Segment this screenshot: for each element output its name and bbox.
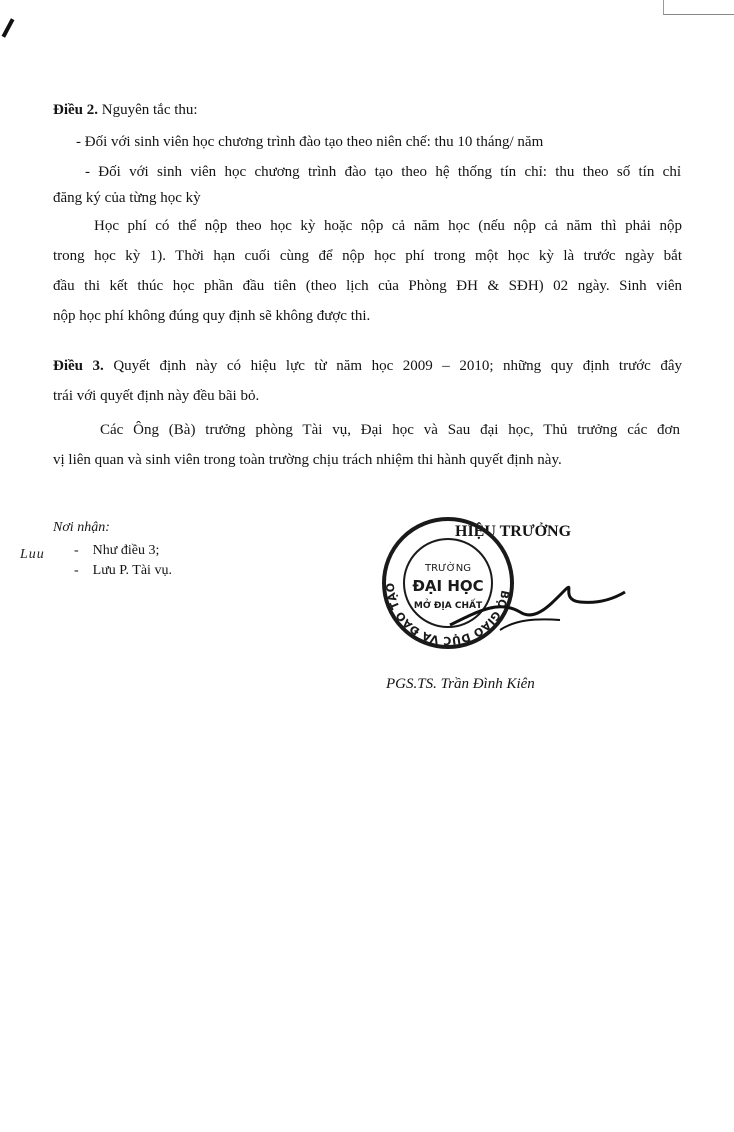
- recipient-dash: -: [74, 563, 93, 578]
- stamp-center-3: MỞ ĐỊA CHẤT: [413, 601, 483, 611]
- recipient-item-1-text: Như điều 3;: [92, 543, 160, 558]
- scan-mark: [2, 18, 15, 38]
- article2-bullet2-l2: đăng ký của từng học kỳ: [53, 190, 201, 206]
- article2-para-l4: nộp học phí không đúng quy định sẽ không được thi.: [53, 308, 371, 324]
- scan-edge: [663, 0, 734, 15]
- article3-text-l2: trái với quyết định này đều bãi bỏ.: [53, 388, 260, 404]
- article3-resp-l2: vị liên quan và sinh viên trong toàn trường chịu trách nhiệm thi hành quyết định này.: [53, 452, 562, 468]
- article2-para-l3: đầu thi kết thúc học phần đầu tiên (theo lịch của Phòng ĐH & SĐH) 02 ngày. Sinh viên: [53, 278, 682, 294]
- article3-heading: Điều 3.: [53, 358, 104, 374]
- recipient-item-2-text: Lưu P. Tài vụ.: [92, 563, 172, 578]
- stamp-center-2: ĐẠI HỌC: [412, 577, 484, 595]
- stamp-center-1: TRƯỜNG: [425, 563, 471, 574]
- recipient-dash: -: [74, 543, 93, 558]
- stamp-ring-text: BỘ GIÁO DỤC VÀ ĐÀO TẠO: [383, 582, 512, 648]
- article3-resp-l1: Các Ông (Bà) trưởng phòng Tài vụ, Đại học và Sau đại học, Thủ trưởng các đơn: [100, 422, 680, 438]
- recipients-title: Nơi nhận:: [53, 520, 110, 535]
- signature-scribble: [440, 570, 630, 640]
- recipient-item-2: [74, 561, 172, 581]
- article2-title: Nguyên tắc thu:: [101, 102, 198, 118]
- signature-position: HIỆU TRƯỞNG: [455, 523, 572, 540]
- article2-line: [53, 100, 198, 120]
- article2-bullet1: - Đối với sinh viên học chương trình đào tạo theo niên chế: thu 10 tháng/ năm: [76, 134, 544, 150]
- article3-text-l1: Quyết định này có hiệu lực từ năm học 2009 – 2010; những quy định trước đây: [113, 358, 682, 374]
- article2-heading: Điều 2.: [53, 102, 98, 118]
- article3-line1: [53, 356, 682, 376]
- handwritten-initials: Luu: [20, 547, 45, 562]
- article2-para-l2: trong học kỳ 1). Thời hạn cuối cùng để nộp học phí trong một học kỳ là trước ngày bắt: [53, 248, 682, 264]
- article2-para-l1: Học phí có thể nộp theo học kỳ hoặc nộp cả năm học (nếu nộp cả năm thì phải nộp: [94, 218, 682, 234]
- signer-name: PGS.TS. Trần Đình Kiên: [386, 676, 535, 692]
- recipient-item-1: [74, 541, 159, 561]
- article2-bullet2-l1: - Đối với sinh viên học chương trình đào tạo theo hệ thống tín chỉ: thu theo số tín chỉ: [85, 164, 681, 180]
